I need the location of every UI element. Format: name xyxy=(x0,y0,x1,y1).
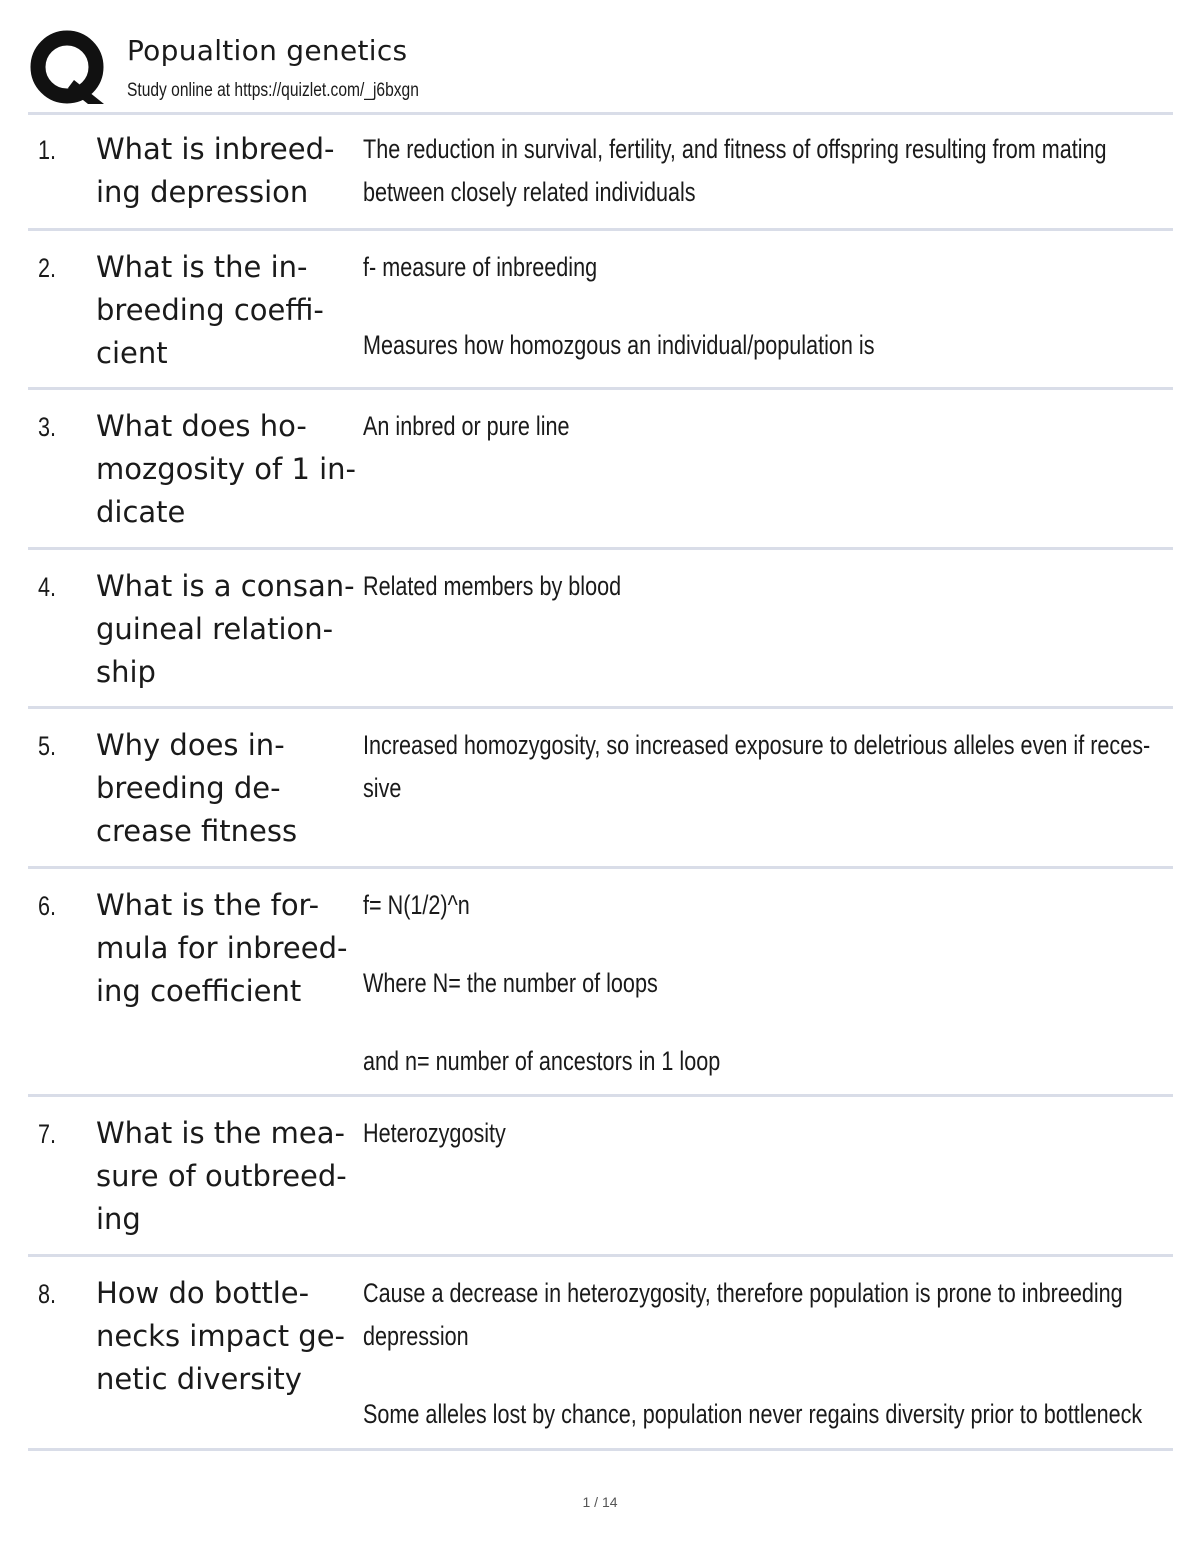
card-term xyxy=(96,128,358,214)
card-number: 5. xyxy=(38,731,57,761)
definition-line: An inbred or pure line xyxy=(363,411,570,441)
card-definition xyxy=(363,128,1163,214)
term-line: necks impact ge- xyxy=(96,1319,346,1353)
term-line: How do bottle- xyxy=(96,1276,310,1310)
card-definition xyxy=(363,724,1163,810)
term-line: sure of outbreed- xyxy=(96,1159,347,1193)
card-number: 4. xyxy=(38,572,57,602)
card-definition xyxy=(363,405,1163,448)
term-line: breeding coeffi- xyxy=(96,293,324,327)
definition-line: f- measure of inbreeding xyxy=(363,252,598,282)
term-line: netic diversity xyxy=(96,1362,302,1396)
study-online-link[interactable]: Study online at https://quizlet.com/_j6bxgn xyxy=(127,80,419,101)
quizlet-logo-icon xyxy=(30,30,106,106)
definition-line: Some alleles lost by chance, population never regains diversity prior to bottleneck xyxy=(363,1399,1143,1429)
card-number: 2. xyxy=(38,253,57,283)
card-term xyxy=(96,1272,358,1401)
definition-line: depression xyxy=(363,1321,469,1351)
definition-line: f= N(1/2)^n xyxy=(363,890,470,920)
term-line: What is inbreed- xyxy=(96,132,335,166)
term-line: cient xyxy=(96,336,168,370)
divider xyxy=(28,706,1173,709)
definition-line: Where N= the number of loops xyxy=(363,968,658,998)
term-line: crease fitness xyxy=(96,814,298,848)
card-definition xyxy=(363,1112,1163,1155)
card-term xyxy=(96,724,358,853)
card-definition xyxy=(363,884,1163,1083)
definition-line: Heterozygosity xyxy=(363,1118,506,1148)
definition-line: Related members by blood xyxy=(363,571,622,601)
definition-line: and n= number of ancestors in 1 loop xyxy=(363,1046,721,1076)
term-line: ing xyxy=(96,1202,141,1236)
divider xyxy=(28,866,1173,869)
term-line: mozgosity of 1 in- xyxy=(96,452,357,486)
term-line: guineal relation- xyxy=(96,612,334,646)
card-definition xyxy=(363,565,1163,608)
page-indicator: 1 / 14 xyxy=(582,1494,618,1510)
card-term xyxy=(96,1112,358,1241)
card-number: 6. xyxy=(38,891,57,921)
card-term xyxy=(96,884,358,1013)
card-term xyxy=(96,405,358,534)
divider xyxy=(28,1094,1173,1097)
card-number: 8. xyxy=(38,1279,57,1309)
term-line: mula for inbreed- xyxy=(96,931,348,965)
paragraph-gap xyxy=(363,927,1163,962)
definition-line: between closely related individuals xyxy=(363,177,696,207)
term-line: dicate xyxy=(96,495,186,529)
divider xyxy=(28,1254,1173,1257)
term-line: What does ho- xyxy=(96,409,307,443)
card-definition xyxy=(363,1272,1163,1436)
card-term xyxy=(96,246,358,375)
term-line: What is the for- xyxy=(96,888,320,922)
card-number: 3. xyxy=(38,412,57,442)
set-title: Popualtion genetics xyxy=(127,34,408,67)
term-line: What is a consan- xyxy=(96,569,355,603)
card-number: 7. xyxy=(38,1119,57,1149)
divider xyxy=(28,1448,1173,1451)
card-term xyxy=(96,565,358,694)
definition-line: Measures how homozgous an individual/population is xyxy=(363,330,875,360)
term-line: ing depression xyxy=(96,175,309,209)
term-line: breeding de- xyxy=(96,771,281,805)
term-line: ing coefficient xyxy=(96,974,302,1008)
definition-line: sive xyxy=(363,773,402,803)
card-definition xyxy=(363,246,1163,367)
page-header xyxy=(30,28,1172,110)
term-line: What is the in- xyxy=(96,250,308,284)
card-number: 1. xyxy=(38,135,57,165)
divider xyxy=(28,547,1173,550)
term-line: Why does in- xyxy=(96,728,285,762)
term-line: ship xyxy=(96,655,156,689)
divider xyxy=(28,228,1173,231)
paragraph-gap xyxy=(363,289,1163,324)
definition-line: Increased homozygosity, so increased exposure to deletrious alleles even if reces- xyxy=(363,730,1151,760)
paragraph-gap xyxy=(363,1358,1163,1393)
definition-line: Cause a decrease in heterozygosity, therefore population is prone to inbreeding xyxy=(363,1278,1123,1308)
paragraph-gap xyxy=(363,1005,1163,1040)
divider xyxy=(28,112,1173,115)
divider xyxy=(28,387,1173,390)
definition-line: The reduction in survival, fertility, and fitness of offspring resulting from mating xyxy=(363,134,1107,164)
term-line: What is the mea- xyxy=(96,1116,345,1150)
